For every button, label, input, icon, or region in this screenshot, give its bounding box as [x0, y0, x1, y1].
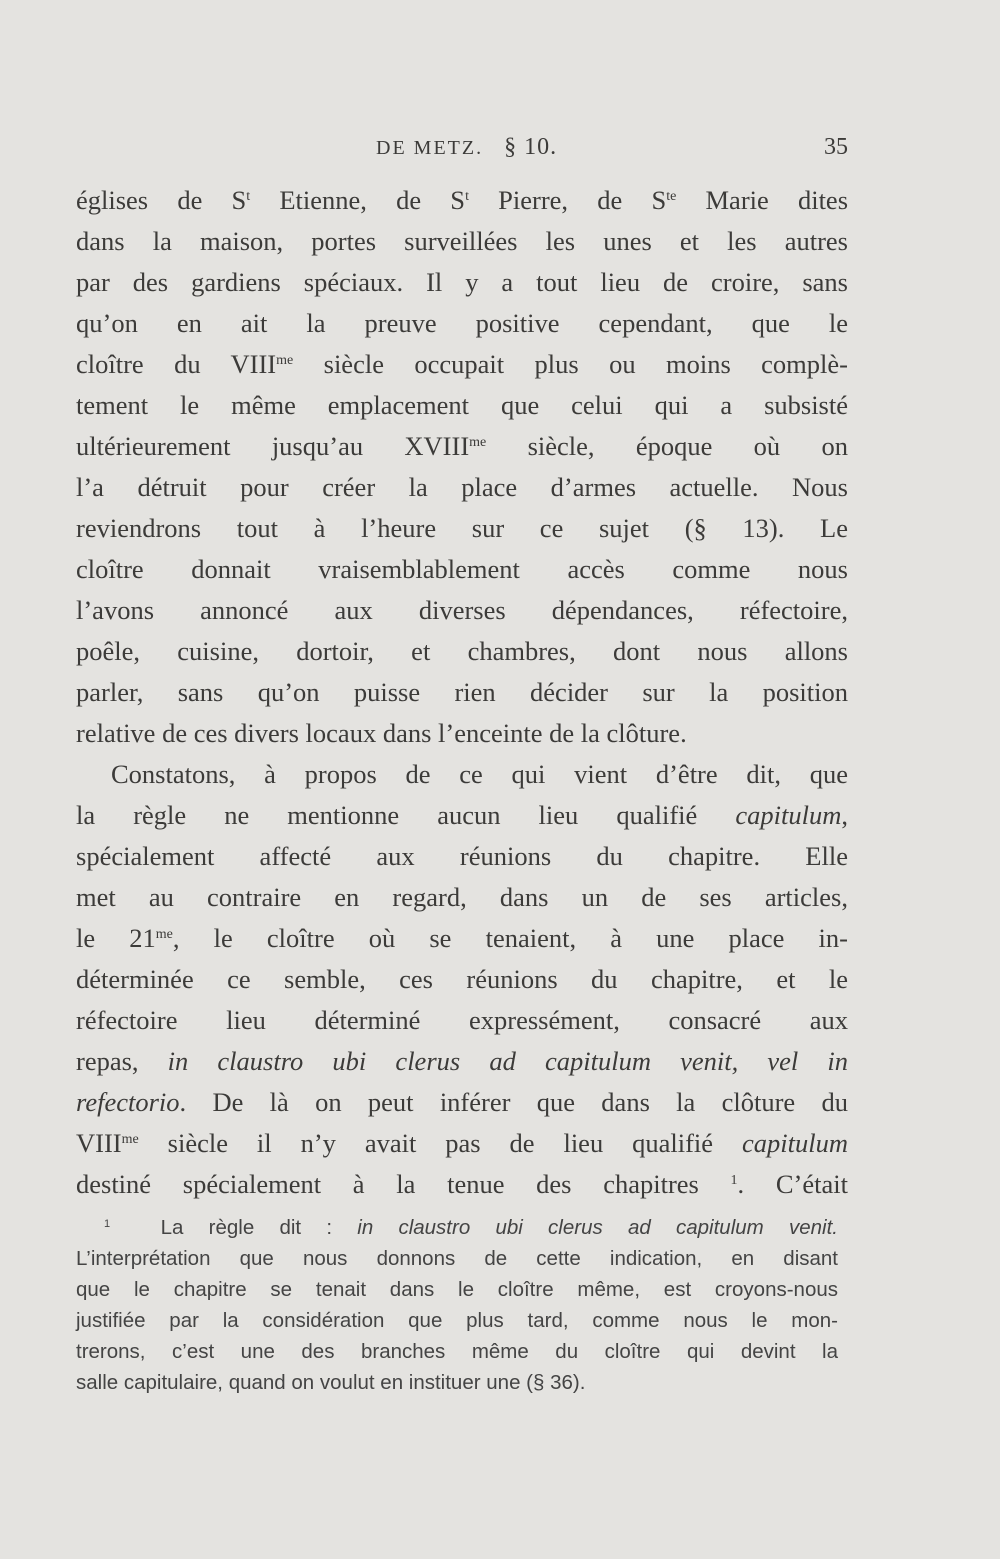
body-line: poêle, cuisine, dortoir, et chambres, dont nous allons	[76, 636, 848, 666]
paragraph-start-line: Constatons, à propos de ce qui vient d’être dit, que	[111, 759, 848, 789]
body-line: déterminée ce semble, ces réunions du chapitre, et le	[76, 964, 848, 994]
footnote-line: L’interprétation que nous donnons de cette indication, en disant	[76, 1247, 838, 1270]
body-line: dans la maison, portes surveillées les unes et les autres	[76, 226, 848, 256]
footnote-marker: 1	[104, 1218, 111, 1230]
footnote	[76, 1212, 838, 1398]
body-line: églises de $S^t$ Etienne, de $S^t$ Pierre, de $S^{te}$ Marie dites	[76, 185, 849, 215]
body-line: reviendrons tout à l’heure sur ce sujet (§ 13). Le	[76, 513, 848, 543]
body-line: $VIII^{me}$ siècle il n’y avait pas de lieu qualifié capitulum	[76, 1128, 848, 1158]
body-line: cloître donnait vraisemblablement accès comme nous	[76, 554, 848, 584]
body-line: l’a détruit pour créer la place d’armes actuelle. Nous	[76, 472, 848, 502]
section-number: § 10.	[504, 134, 558, 160]
body-text	[76, 180, 848, 1205]
body-line: qu’on en ait la preuve positive cependant, que le	[76, 308, 848, 338]
body-line: parler, sans qu’on puisse rien décider sur la position	[76, 677, 848, 707]
body-line: l’avons annoncé aux diverses dépendances, réfectoire,	[76, 595, 848, 625]
body-line: réfectoire lieu déterminé expressément, consacré aux	[76, 1005, 848, 1035]
running-head: DE METZ.	[376, 137, 484, 159]
body-line: met au contraire en regard, dans un de ses articles,	[76, 882, 848, 912]
body-line: cloître du $VIII^{me}$ siècle occupait plus ou moins complè-	[76, 349, 848, 379]
footnote-line: trerons, c’est une des branches même du cloître qui devint la	[76, 1340, 838, 1363]
footnote-line: salle capitulaire, quand on voulut en instituer une (§ 36).	[76, 1371, 586, 1394]
body-line: refectorio. De là on peut inférer que dans la clôture du	[76, 1087, 848, 1117]
body-line: ultérieurement jusqu’au $XVIII^{me}$ siècle, époque où on	[76, 431, 848, 461]
footnote-line: $^1$ La règle dit : in claustro ubi clerus ad capitulum venit.	[104, 1216, 838, 1239]
body-line: relative de ces divers locaux dans l’enceinte de la clôture.	[76, 718, 687, 748]
body-line: par des gardiens spéciaux. Il y a tout lieu de croire, sans	[76, 267, 848, 297]
running-header	[76, 134, 848, 170]
body-line: le $21^{me}$, le cloître où se tenaient, à une place in-	[76, 923, 848, 953]
footnote-line: justifiée par la considération que plus tard, comme nous le mon-	[76, 1309, 838, 1332]
footnote-line: que le chapitre se tenait dans le cloître même, est croyons-nous	[76, 1278, 838, 1301]
body-line: la règle ne mentionne aucun lieu qualifié capitulum,	[76, 800, 848, 830]
body-line: tement le même emplacement que celui qui a subsisté	[76, 390, 848, 420]
body-line: repas, in claustro ubi clerus ad capitulum venit, vel in	[76, 1046, 848, 1076]
footnote-reference: 1	[730, 1173, 738, 1188]
body-line: destiné spécialement à la tenue des chapitres $^1$. C’était	[76, 1169, 848, 1199]
body-line: spécialement affecté aux réunions du chapitre. Elle	[76, 841, 848, 871]
page-number: 35	[824, 134, 848, 160]
